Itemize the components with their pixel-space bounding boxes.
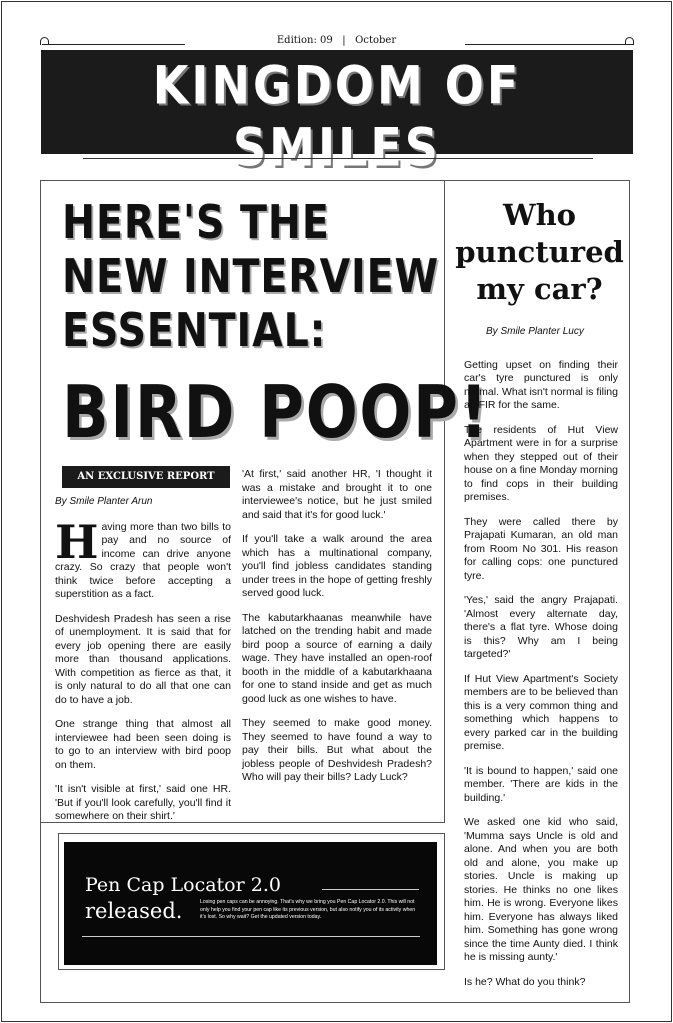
side-headline: Who punctured my car? <box>455 198 624 306</box>
paragraph: 'At first,' said another HR, 'I thought it was a mistake and brought it to one interviewee's notice, but he just smiled and said that it's for good luck.' <box>242 468 432 521</box>
paragraph: One strange thing that almost all interviewee had been seen doing is to go to an interview with bird poop on them. <box>55 718 231 771</box>
divider <box>82 936 420 937</box>
main-headline <box>62 195 439 357</box>
paragraph: Having more than two bills to pay and no source of income can drive anyone crazy. So crazy that people won't think twice before accepting a superstition as a fact. <box>55 514 231 600</box>
paragraph: If Hut View Apartment's Society members are to be believed than this is a very common thing and something which happens to every parked car in the building premise. <box>464 672 618 752</box>
divider <box>83 158 593 159</box>
paragraph: Deshvidesh Pradesh has seen a rise of unemployment. It is said that for every job opening there are easily more than thousand applications. With competition as fierce as that, it is only natural to do all that one can do to have a job. <box>55 612 231 706</box>
side-article-column <box>464 325 618 1000</box>
divider <box>322 889 419 890</box>
paragraph: 'Yes,' said the angry Prajapati. 'Almost every alternate day, there's a flat tyre. Whose doing is this? Why am I being targeted?' <box>464 594 618 660</box>
tagline: 'Oh my God! I am being read. Yay!' <box>257 182 417 192</box>
paragraph: If you'll take a walk around the area which has a multinational company, you'll find jobless candidates standing under trees in the hope of getting freshly served good luck. <box>242 533 432 599</box>
ornament-curl-right <box>625 37 634 45</box>
main-headline-big: BIRD POOP! <box>62 370 490 454</box>
paragraph: Getting upset on finding their car's tyre punctured is only normal. What isn't normal is filing an FIR for the same. <box>464 358 618 411</box>
edition-info: Edition: 09 | October <box>276 35 397 46</box>
divider <box>465 44 633 45</box>
paragraph: 'It isn't visible at first,' said one HR. 'But if you'll look carefully, you'll find it somewhere on their shirt.' <box>55 783 231 822</box>
newspaper-title: KINGDOM OF SMILES <box>152 53 522 179</box>
drop-cap: H <box>55 514 99 569</box>
headline-line: HERE'S THE <box>62 195 330 249</box>
headline-line: ESSENTIAL: <box>62 303 327 357</box>
byline: By Smile Planter Lucy <box>486 326 584 337</box>
paragraph: 'It is bound to happen,' said one member. 'There are kids in the building.' <box>464 764 618 804</box>
paragraph: The kabutarkhaanas meanwhile have latched on the trending habit and made bird poop a source of earning a daily wage. They have installed an open-roof booth in the middle of a kabutarkhaana for one to stand inside and get as much good luck as one wishes to have. <box>242 611 432 705</box>
ad-text: Losing pen caps can be annoying. That's why we bring you Pen Cap Locator 2.0. This will not only help you find your pen cap like its previous version, but also notify you of its activity when it's lost. So why wait? Get the updated version today. <box>200 899 416 920</box>
paragraph: They seemed to make good money. They seemed to have found a way to pay their bills. But what about the jobless people of Deshvidesh Pradesh? Who will pay their bills? Lady Luck? <box>242 717 432 783</box>
byline: By Smile Planter Arun <box>55 496 153 507</box>
ad-title-line: released. <box>85 899 183 923</box>
paragraph: Is he? What do you think? <box>464 975 586 988</box>
advertisement <box>64 842 437 965</box>
paragraph: We asked one kid who said, 'Mumma says Uncle is old and alone. And when you are both old and alone, you make up stories. Uncle is making up stories. He thinks no one likes him. He is wrong. Everyone likes him. Everyone has always liked him. Something has gone wrong since the time Aunty died. I think he is missing aunty.' <box>464 816 618 963</box>
paragraph: The residents of Hut View Apartment were in for a surprise when they stepped out of their house on a fine Monday morning to find cops in their building premises. <box>464 423 618 503</box>
ad-title-line: Pen Cap Locator 2.0 <box>85 874 281 896</box>
masthead <box>41 50 633 192</box>
article-column-1 <box>55 495 231 835</box>
headline-line: NEW INTERVIEW <box>62 249 440 303</box>
exclusive-label: AN EXCLUSIVE REPORT <box>62 466 230 488</box>
article-column-2 <box>242 468 432 796</box>
paragraph: They were called there by Prajapati Kumaran, an old man from Room No 301. His reason for calling cops: one punctured tyre. <box>464 515 618 582</box>
